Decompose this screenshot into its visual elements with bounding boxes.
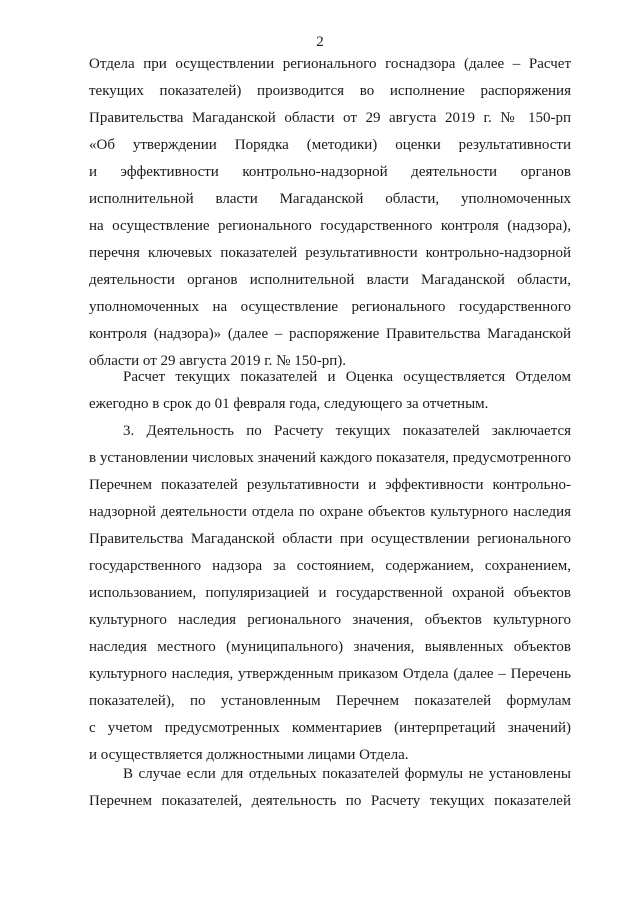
text-line: Правительства Магаданской области от 29 августа 2019 г. № 150-рп [89, 110, 571, 126]
text-line: текущих показателей) производится во исполнение распоряжения [89, 83, 571, 99]
text-line: деятельности органов исполнительной власти Магаданской области, [89, 272, 571, 288]
text-line: Перечнем показателей результативности и эффективности контрольно- [89, 477, 571, 493]
text-line: и эффективности контрольно-надзорной деятельности органов [89, 164, 571, 180]
text-line: уполномоченных на осуществление регионального государственного [89, 299, 571, 315]
text-line: наследия местного (муниципального) значения, выявленных объектов [89, 639, 571, 655]
text-line: ежегодно в срок до 01 февраля года, следующего за отчетным. [89, 396, 489, 412]
text-line: надзорной деятельности отдела по охране объектов культурного наследия [89, 504, 571, 520]
page-number: 2 [316, 34, 324, 50]
text-line: В случае если для отдельных показателей формулы не установлены [123, 766, 571, 782]
text-line: области от 29 августа 2019 г. № 150-рп). [89, 353, 346, 369]
paragraph-item-3 [89, 418, 571, 769]
paragraph-no-formula-case [89, 761, 571, 815]
text-line: перечня ключевых показателей результативности контрольно-надзорной [89, 245, 571, 261]
text-line: в установлении числовых значений каждого показателя, предусмотренного [89, 450, 571, 466]
text-line: Перечнем показателей, деятельность по Расчету текущих показателей [89, 793, 571, 809]
text-line: на осуществление регионального государственного контроля (надзора), [89, 218, 571, 234]
text-line: культурного наследия регионального значения, объектов культурного [89, 612, 571, 628]
text-line: Правительства Магаданской области при осуществлении регионального [89, 531, 571, 547]
text-line: Расчет текущих показателей и Оценка осуществляется Отделом [123, 369, 571, 385]
paragraph-calculation-schedule [89, 364, 571, 418]
text-line: государственного надзора за состоянием, содержанием, сохранением, [89, 558, 571, 574]
text-line: Отдела при осуществлении регионального госнадзора (далее – Расчет [89, 56, 571, 72]
text-line: с учетом предусмотренных комментариев (интерпретаций значений) [89, 720, 571, 736]
text-line: культурного наследия, утвержденным приказом Отдела (далее – Перечень [89, 666, 571, 682]
text-line: показателей), по установленным Перечнем показателей формулам [89, 693, 571, 709]
text-line: исполнительной власти Магаданской области, уполномоченных [89, 191, 571, 207]
text-line: контроля (надзора)» (далее – распоряжение Правительства Магаданской [89, 326, 571, 342]
text-line: 3. Деятельность по Расчету текущих показателей заключается [123, 423, 571, 439]
text-line: и осуществляется должностными лицами Отдела. [89, 747, 409, 763]
text-line: использованием, популяризацией и государственной охраной объектов [89, 585, 571, 601]
paragraph-continuation [89, 51, 571, 375]
text-line: «Об утверждении Порядка (методики) оценки результативности [89, 137, 571, 153]
